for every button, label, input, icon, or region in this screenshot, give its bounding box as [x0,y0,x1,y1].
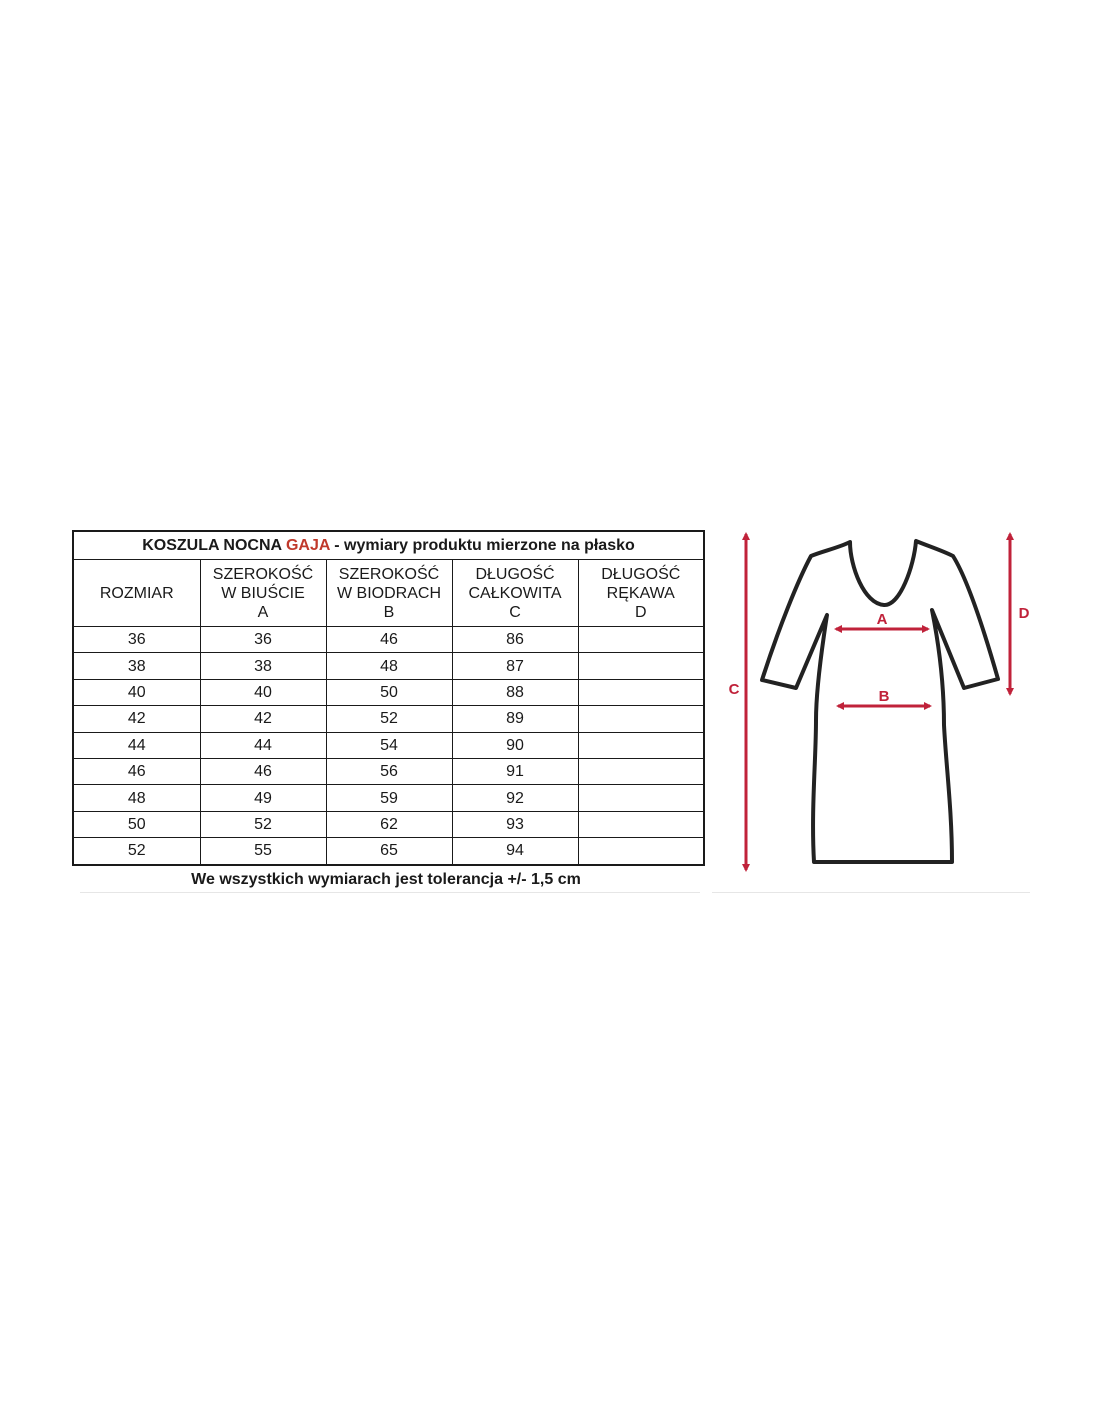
table-cell: 46 [200,758,326,784]
column-header-line: A [257,603,269,621]
table-cell: 48 [326,653,452,679]
table-cell: 49 [200,785,326,811]
table-cell: 62 [326,811,452,837]
column-header-line: CAŁKOWITA [468,584,562,602]
size-table [72,530,705,866]
table-cell: 87 [452,653,578,679]
table-cell: 50 [73,811,200,837]
table-cell: 55 [200,838,326,865]
table-cell: 52 [326,706,452,732]
table-cell: 54 [326,732,452,758]
table-cell: 48 [73,785,200,811]
column-header-line: ROZMIAR [99,584,174,602]
table-row [73,838,704,865]
table-row [73,811,704,837]
table-cell: 59 [326,785,452,811]
table-cell: 46 [73,758,200,784]
table-cell: 92 [452,785,578,811]
table-cell [578,653,704,679]
table-body [73,627,704,865]
table-cell: 42 [73,706,200,732]
table-cell: 52 [200,811,326,837]
table-cell: 36 [73,627,200,653]
column-header-line: D [634,603,647,621]
divider-right [712,892,1030,893]
table-cell: 89 [452,706,578,732]
table-cell: 44 [200,732,326,758]
table-cell: 36 [200,627,326,653]
title-suffix: - wymiary produktu mierzone na płasko [329,537,635,554]
divider-left [80,892,700,893]
title-prefix: KOSZULA NOCNA [142,537,286,554]
table-cell [578,732,704,758]
table-row [73,758,704,784]
table-row [73,679,704,705]
column-header-3 [452,560,578,627]
column-header-row [73,560,704,627]
table-cell: 88 [452,679,578,705]
label-d: D [1018,605,1030,622]
table-cell [578,811,704,837]
label-c: C [728,681,740,698]
table-title [73,531,704,560]
tolerance-note: We wszystkich wymiarach jest tolerancja +/- 1,5 cm [191,871,581,888]
table-cell: 91 [452,758,578,784]
table-cell: 38 [73,653,200,679]
table-cell: 94 [452,838,578,865]
table-cell: 40 [200,679,326,705]
column-header-line: SZEROKOŚĆ [338,565,440,583]
table-cell: 65 [326,838,452,865]
column-header-line: DŁUGOŚĆ [601,565,681,583]
column-header-line: C [509,603,521,621]
column-header-line: W BIUŚCIE [221,584,305,602]
column-header-line: W BIODRACH [337,584,441,602]
table-cell: 56 [326,758,452,784]
table-cell: 42 [200,706,326,732]
column-header-line: DŁUGOŚĆ [475,565,555,583]
table-cell: 90 [452,732,578,758]
table-cell [578,838,704,865]
column-header-1 [200,560,326,627]
table-cell: 93 [452,811,578,837]
table-row [73,653,704,679]
table-cell: 50 [326,679,452,705]
nightgown-diagram [708,520,1038,890]
table-cell [578,627,704,653]
table-cell: 86 [452,627,578,653]
column-header-2 [326,560,452,627]
table-cell: 40 [73,679,200,705]
table-cell: 52 [73,838,200,865]
column-header-0 [73,560,200,627]
table-cell: 44 [73,732,200,758]
column-header-4 [578,560,704,627]
column-header-line: B [383,603,395,621]
table-cell [578,679,704,705]
table-cell [578,706,704,732]
table-cell [578,758,704,784]
title-product-name: GAJA [285,537,330,554]
column-header-line: SZEROKOŚĆ [212,565,314,583]
label-a: A [876,611,888,628]
table-cell: 38 [200,653,326,679]
label-b: B [878,688,890,705]
column-header-line: RĘKAWA [606,584,675,602]
table-row [73,732,704,758]
table-cell: 46 [326,627,452,653]
table-row [73,706,704,732]
table-row [73,785,704,811]
table-cell [578,785,704,811]
table-row [73,627,704,653]
